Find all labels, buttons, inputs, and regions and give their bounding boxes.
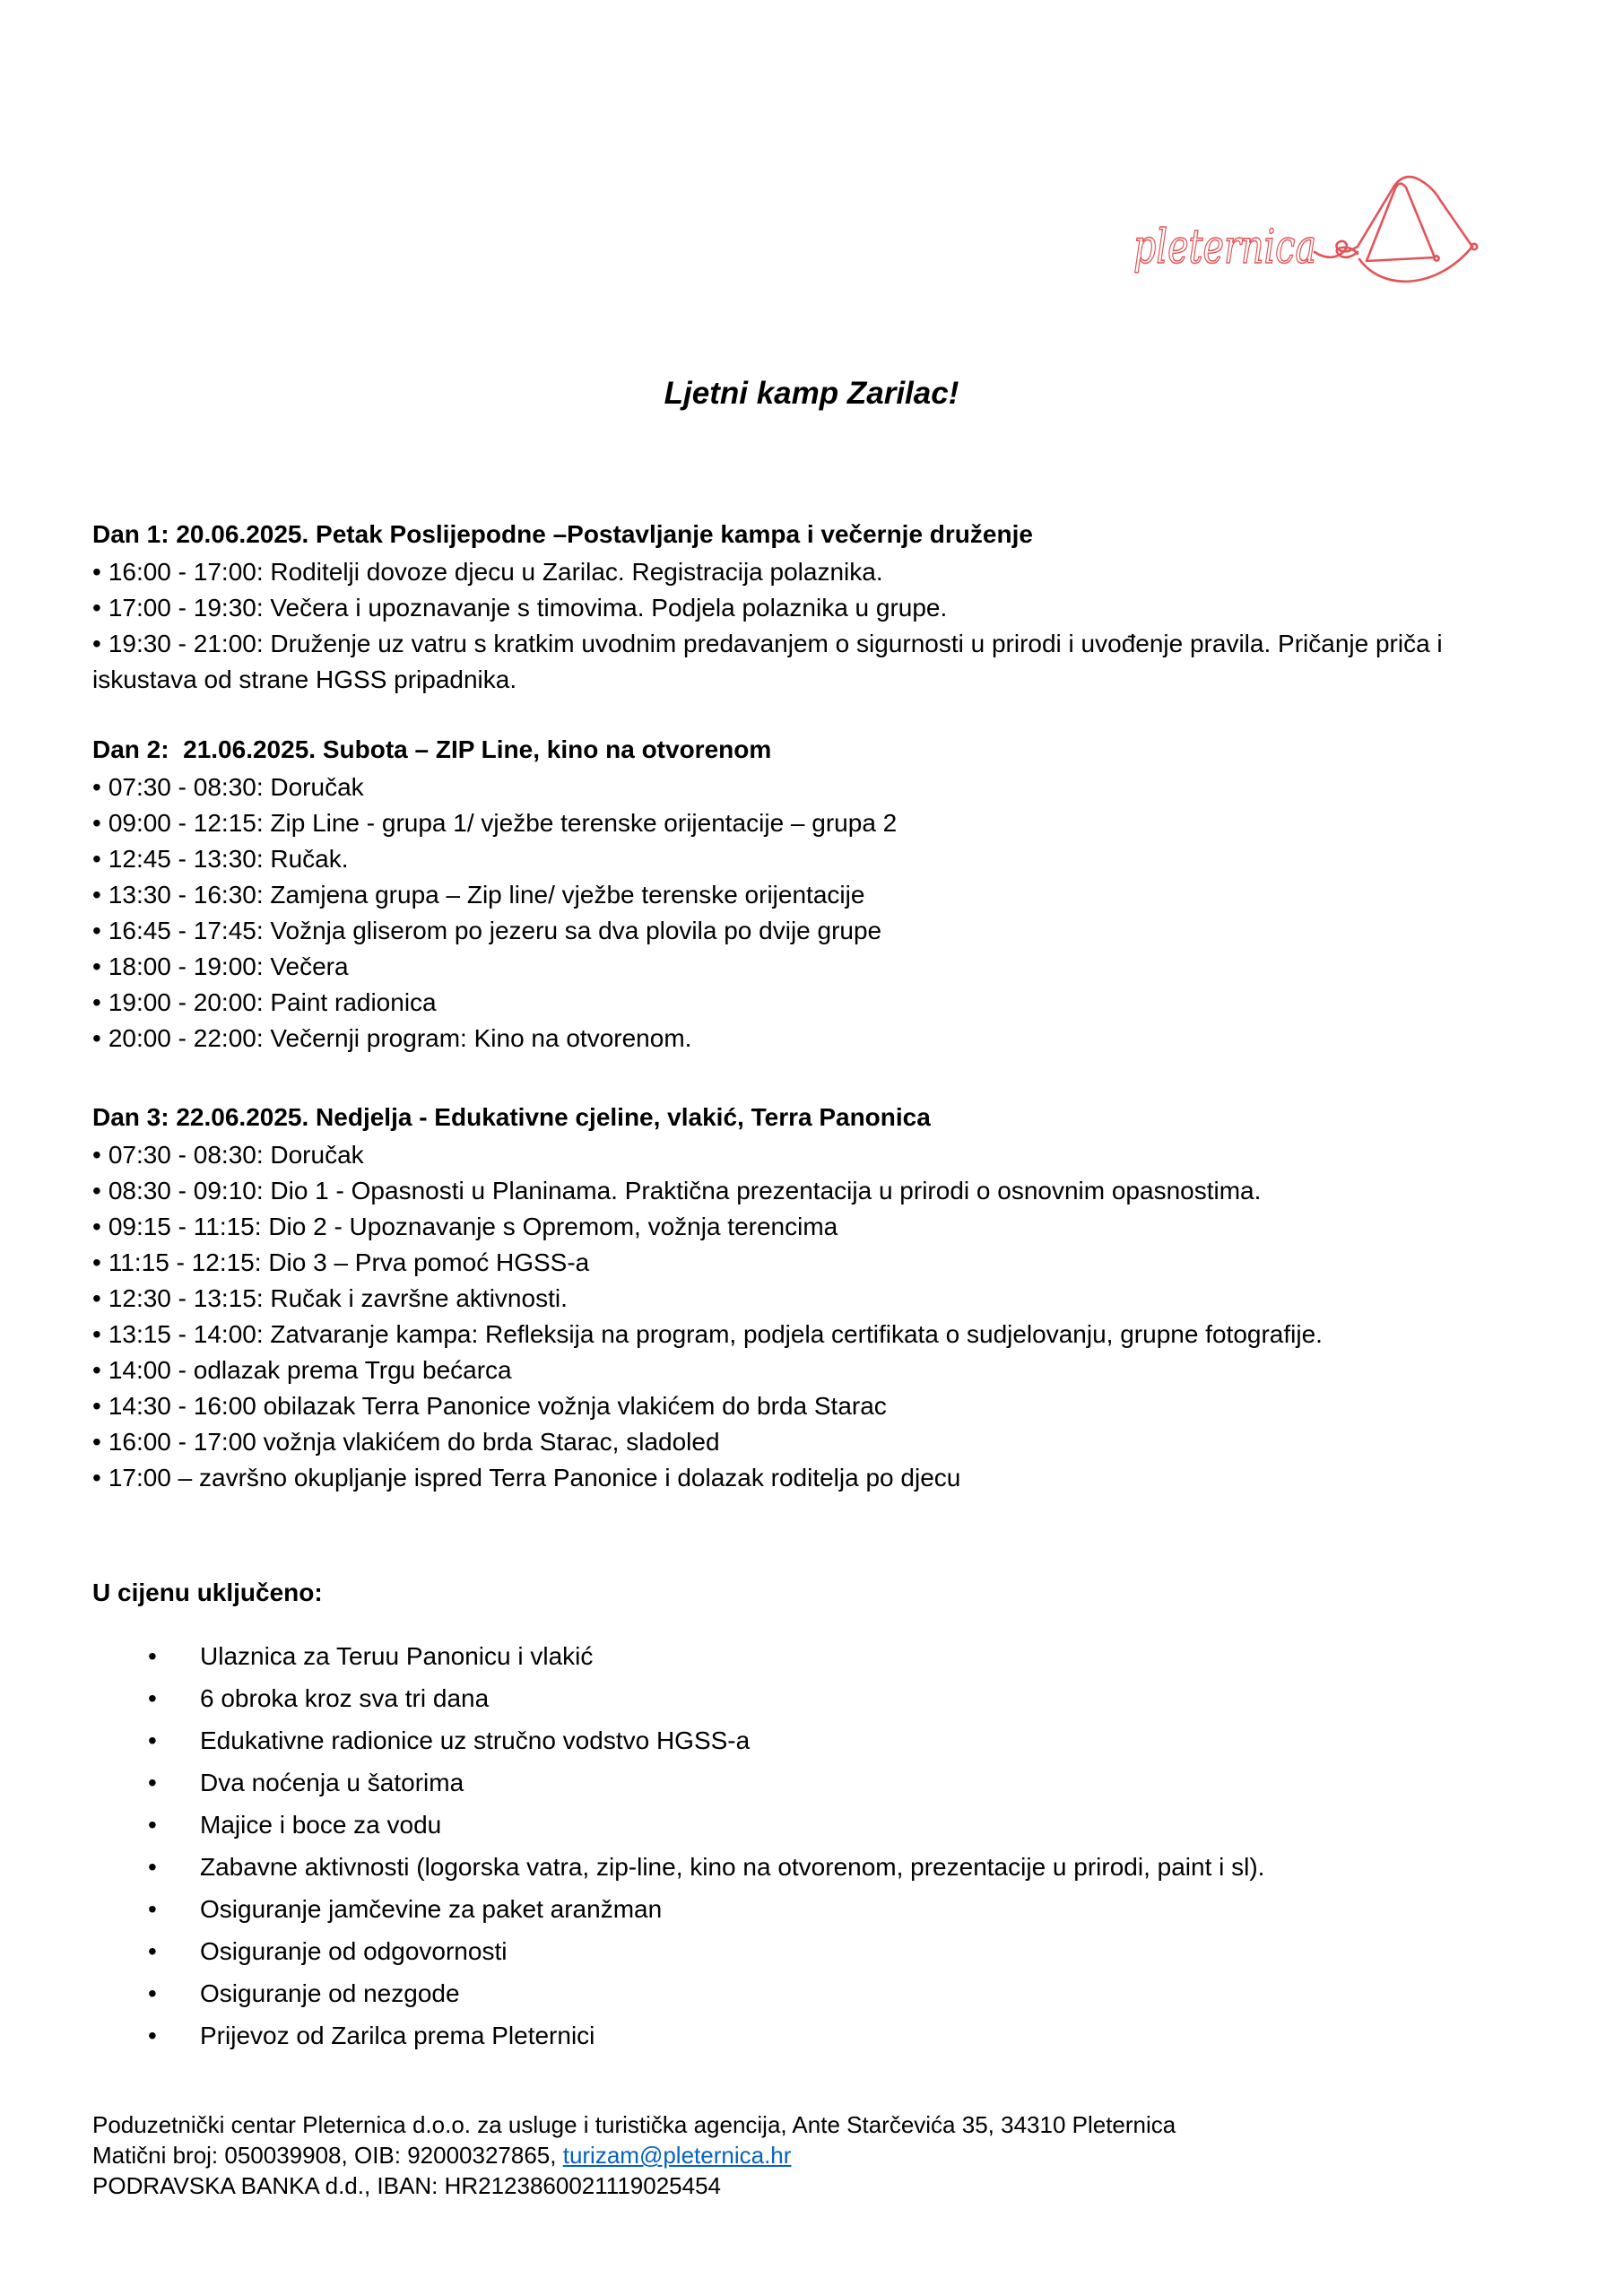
- schedule-item: • 08:30 - 09:10: Dio 1 - Opasnosti u Planinama. Praktična prezentacija u prirodi o osnovnim opasnostima.: [92, 1173, 1527, 1209]
- included-item: • Osiguranje od odgovornosti: [92, 1930, 1527, 1972]
- schedule-item: • 09:15 - 11:15: Dio 2 - Upoznavanje s Opremom, vožnja terencima: [92, 1209, 1527, 1245]
- schedule-item: • 12:30 - 13:15: Ručak i završne aktivnosti.: [92, 1281, 1527, 1317]
- included-item: • Ulaznica za Teruu Panonicu i vlakić: [92, 1635, 1527, 1677]
- included-item: • Prijevoz od Zarilca prema Pleternici: [92, 2014, 1527, 2057]
- tent-icon: [1315, 177, 1477, 282]
- included-heading: U cijenu uključeno:: [92, 1578, 323, 1606]
- schedule-item: • 20:00 - 22:00: Večernji program: Kino na otvorenom.: [92, 1021, 1527, 1057]
- day-1-heading: Dan 1: 20.06.2025. Petak Poslijepodne –Postavljanje kampa i večernje druženje: [92, 520, 1033, 548]
- email-link[interactable]: turizam@pleternica.hr: [562, 2142, 792, 2169]
- footer-registry-text: Matični broj: 050039908, OIB: 92000327865,: [92, 2142, 563, 2169]
- schedule-item: • 16:00 - 17:00: Roditelji dovoze djecu u Zarilac. Registracija polaznika.: [92, 554, 1527, 590]
- schedule-item: • 14:00 - odlazak prema Trgu bećarca: [92, 1352, 1527, 1388]
- logo-wordmark: pleternica: [1133, 221, 1316, 274]
- included-item: • Dva noćenja u šatorima: [92, 1761, 1527, 1804]
- included-item: • Zabavne aktivnosti (logorska vatra, zip-line, kino na otvorenom, prezentacije u prirodi, paint i sl).: [92, 1846, 1527, 1888]
- logo-graphic: [1132, 166, 1487, 299]
- footer-registry-line: [92, 2140, 1527, 2170]
- day-3-section: [92, 1100, 1527, 1496]
- schedule-item: • 12:45 - 13:30: Ručak.: [92, 841, 1527, 877]
- day-2-items: [92, 770, 1527, 1057]
- schedule-item: • 16:45 - 17:45: Vožnja gliserom po jezeru sa dva plovila po dvije grupe: [92, 913, 1527, 949]
- day-2-section: [92, 732, 1527, 1057]
- footer-company-line: Poduzetnički centar Pleternica d.o.o. za usluge i turistička agencija, Ante Starčevića 35, 34310 Pleternica: [92, 2111, 1176, 2138]
- included-item: • Osiguranje jamčevine za paket aranžman: [92, 1888, 1527, 1930]
- schedule-item: • 07:30 - 08:30: Doručak: [92, 770, 1527, 805]
- schedule-item: • 11:15 - 12:15: Dio 3 – Prva pomoć HGSS-a: [92, 1245, 1527, 1281]
- schedule-item: • 19:00 - 20:00: Paint radionica: [92, 985, 1527, 1021]
- included-item: • Osiguranje od nezgode: [92, 1972, 1527, 2014]
- day-1-section: [92, 517, 1527, 698]
- included-item: • Majice i boce za vodu: [92, 1804, 1527, 1846]
- schedule-item: • 09:00 - 12:15: Zip Line - grupa 1/ vježbe terenske orijentacije – grupa 2: [92, 805, 1527, 841]
- day-1-items: [92, 554, 1527, 698]
- schedule-item: • 16:00 - 17:00 vožnja vlakićem do brda Starac, sladoled: [92, 1424, 1527, 1460]
- day-3-items: [92, 1137, 1527, 1496]
- footer-bank-line: PODRAVSKA BANKA d.d., IBAN: HR2123860021119025454: [92, 2172, 721, 2199]
- included-item: • Edukativne radionice uz stručno vodstvo HGSS-a: [92, 1719, 1527, 1761]
- day-2-heading: Dan 2: 21.06.2025. Subota – ZIP Line, kino na otvorenom: [92, 735, 772, 763]
- schedule-item: • 19:30 - 21:00: Druženje uz vatru s kratkim uvodnim predavanjem o sigurnosti u prirodi i uvođenje pravila. Pričanje priča i iskustava od strane HGSS pripadnika.: [92, 626, 1527, 698]
- footer: [92, 2109, 1527, 2201]
- schedule-item: • 13:30 - 16:30: Zamjena grupa – Zip line/ vježbe terenske orijentacije: [92, 877, 1527, 913]
- pleternica-logo: [1132, 166, 1487, 299]
- schedule-item: • 17:00 – završno okupljanje ispred Terra Panonice i dolazak roditelja po djecu: [92, 1460, 1527, 1496]
- included-items: [92, 1635, 1527, 2057]
- included-section: [92, 1575, 1527, 2057]
- day-3-heading: Dan 3: 22.06.2025. Nedjelja - Edukativne cjeline, vlakić, Terra Panonica: [92, 1103, 931, 1131]
- schedule-item: • 07:30 - 08:30: Doručak: [92, 1137, 1527, 1173]
- schedule-item: • 14:30 - 16:00 obilazak Terra Panonice vožnja vlakićem do brda Starac: [92, 1388, 1527, 1424]
- schedule-item: • 17:00 - 19:30: Večera i upoznavanje s timovima. Podjela polaznika u grupe.: [92, 590, 1527, 626]
- schedule-item: • 18:00 - 19:00: Večera: [92, 949, 1527, 985]
- schedule-item: • 13:15 - 14:00: Zatvaranje kampa: Refleksija na program, podjela certifikata o sudjelovanju, grupne fotografije.: [92, 1317, 1527, 1352]
- included-item: • 6 obroka kroz sva tri dana: [92, 1677, 1527, 1719]
- document-title: Ljetni kamp Zarilac!: [664, 376, 959, 411]
